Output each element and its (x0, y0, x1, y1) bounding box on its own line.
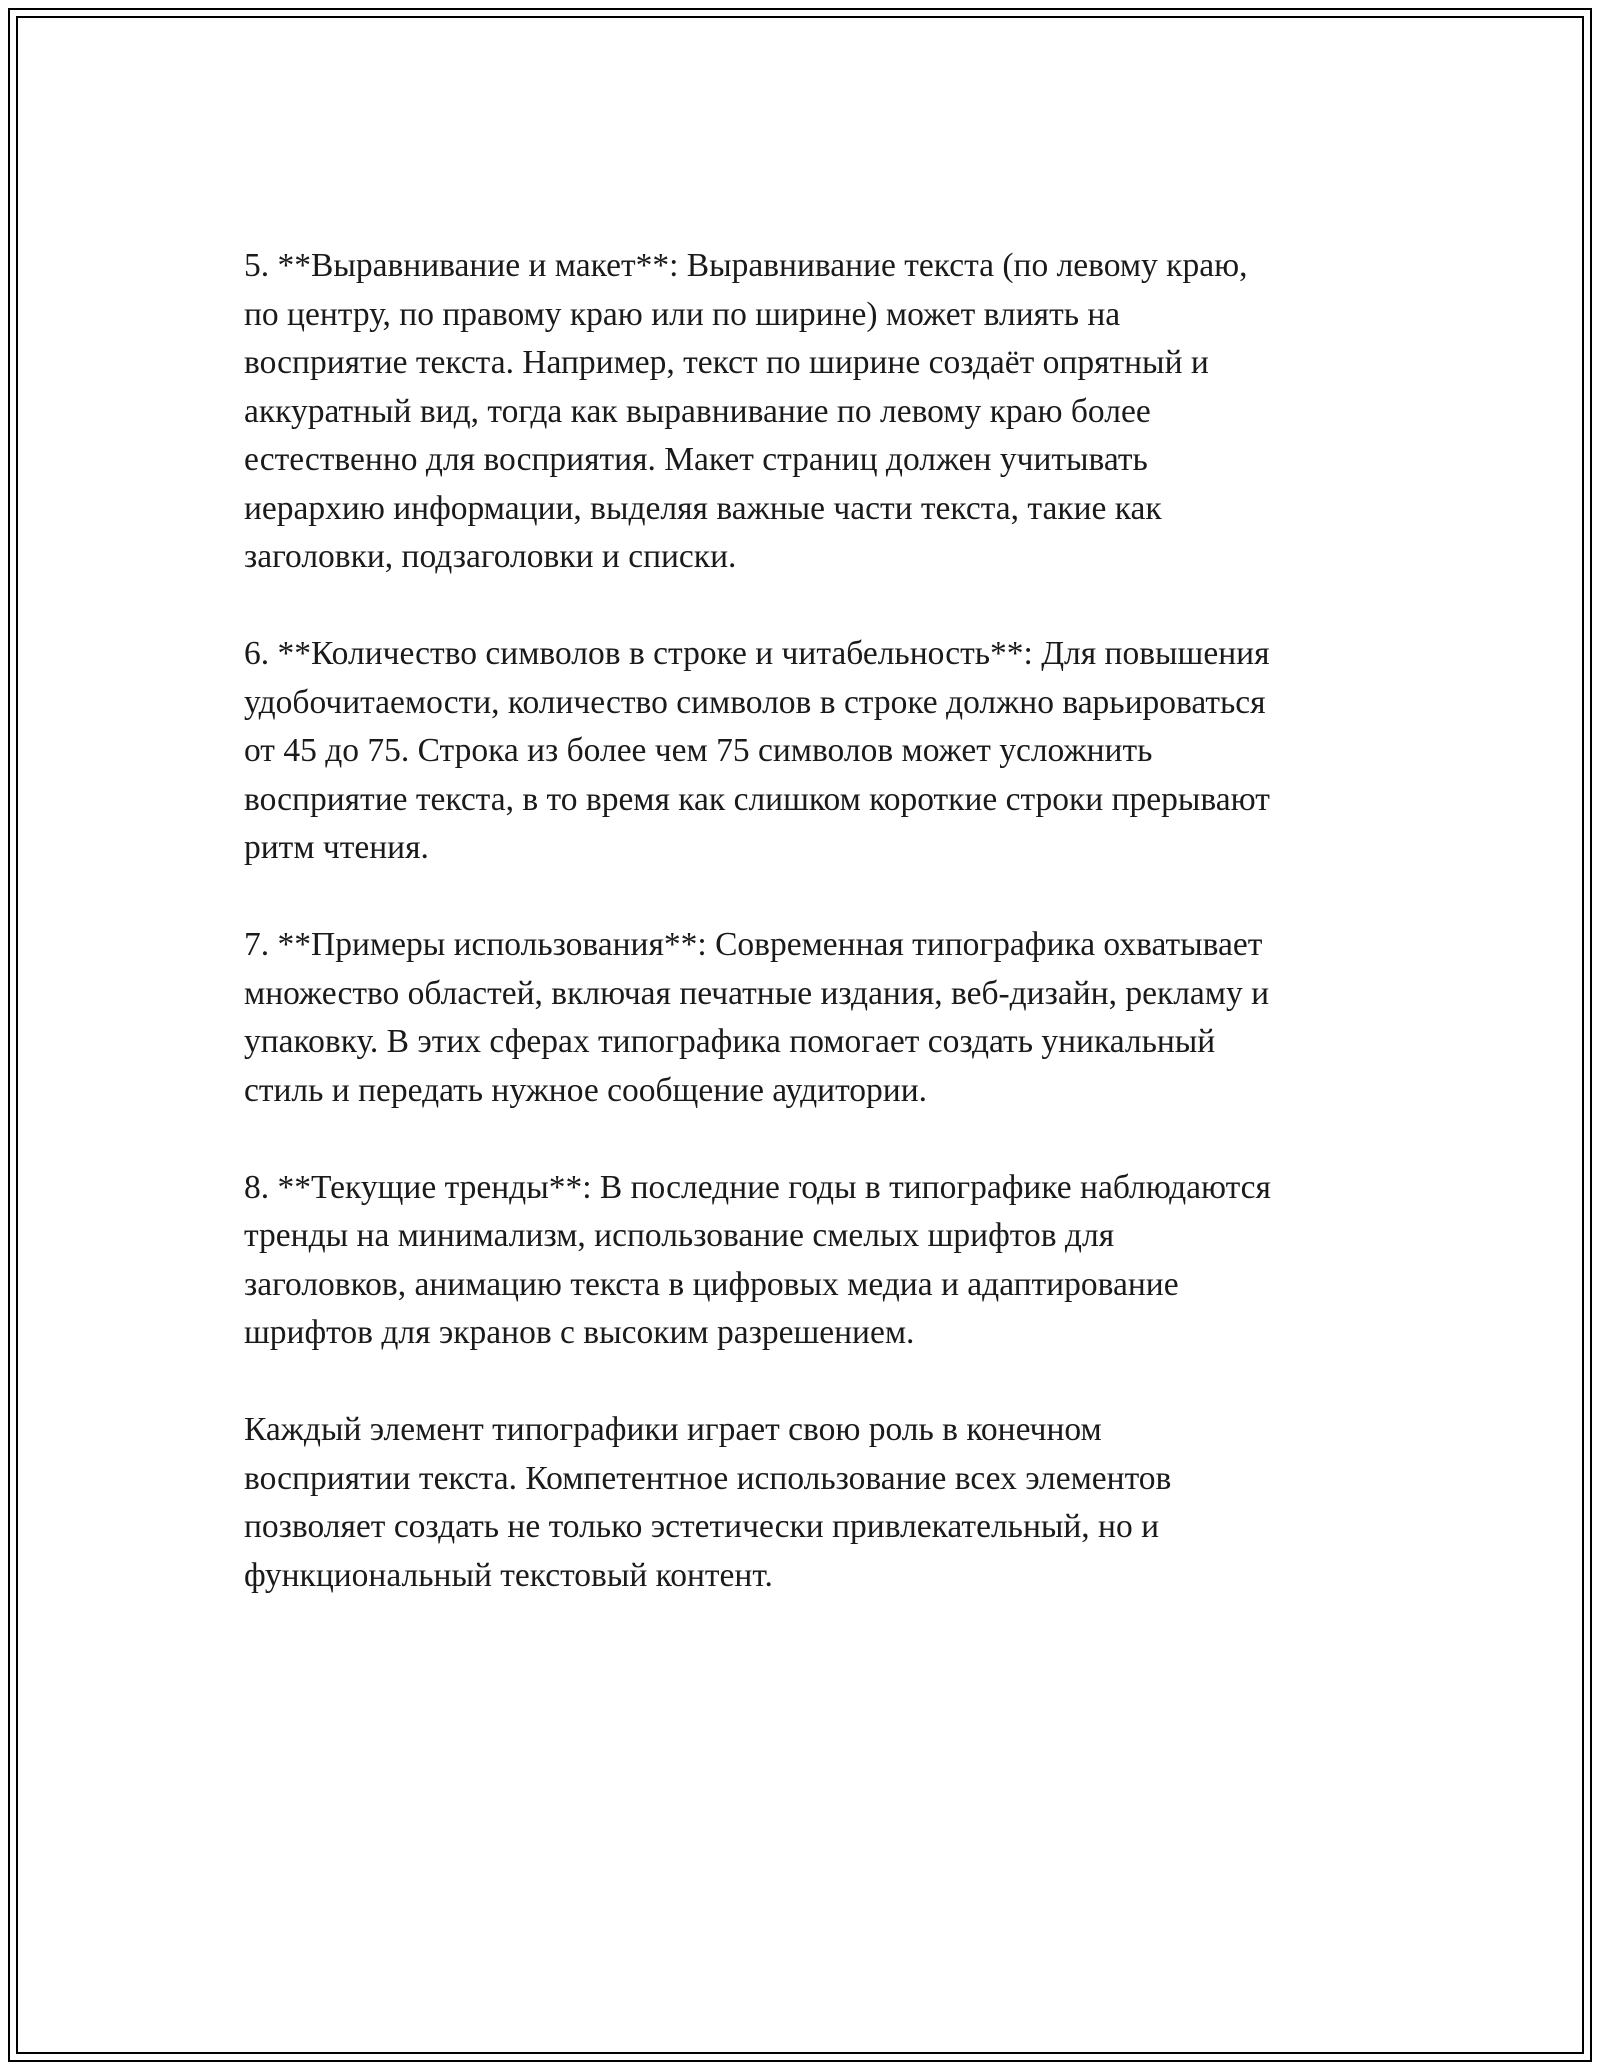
paragraph-current-trends: 8. **Текущие тренды**: В последние годы в типографике наблюдаются тренды на минимализм, использование смелых шрифтов для заголовков, анимацию текста в цифровых медиа и адаптирование шрифтов для экранов с высоким разрешением. (244, 1168, 1271, 1351)
document-page (8, 8, 1592, 2062)
paragraph-usage-examples: 7. **Примеры использования**: Современная типографика охватывает множество областей, включая печатные издания, веб-дизайн, рекламу и упаковку. В этих сферах типографика помогает создать уникальный стиль и передать нужное сообщение аудитории. (244, 926, 1270, 1109)
paragraph-line-length: 6. **Количество символов в строке и читабельность**: Для повышения удобочитаемости, количество символов в строке должно варьироваться от 45 до 75. Строка из более чем 75 символов может усложнить восприятие текста, в то время как слишком короткие строки прерывают ритм чтения. (244, 635, 1270, 866)
document-body (244, 242, 1384, 1600)
paragraph-alignment-layout: 5. **Выравнивание и макет**: Выравнивание текста (по левому краю, по центру, по правому краю или по ширине) может влиять на восприятие текста. Например, текст по ширине создаёт опрятный и аккуратный вид, тогда как выравнивание по левому краю более естественно для восприятия. Макет страниц должен учитывать иерархию информации, выделяя важные части текста, такие как заголовки, подзаголовки и списки. (244, 247, 1248, 575)
paragraph-conclusion: Каждый элемент типографики играет свою роль в конечном восприятии текста. Компетентное использование всех элементов позволяет создать не только эстетически привлекательный, но и функциональный текстовый контент. (244, 1411, 1172, 1594)
